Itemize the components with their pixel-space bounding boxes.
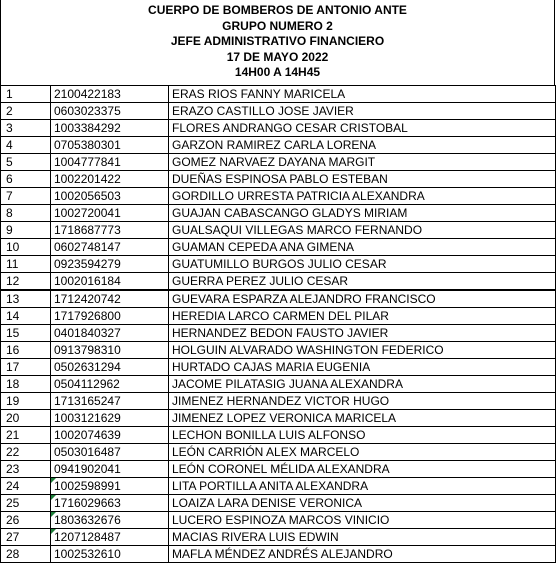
cedula-cell[interactable]	[51, 256, 169, 273]
cedula-cell-text: 0705380301	[54, 138, 121, 152]
cedula-cell[interactable]	[51, 222, 169, 239]
cedula-cell[interactable]	[51, 239, 169, 256]
cedula-cell-text: 0401840327	[54, 326, 121, 340]
cedula-cell-text: 1002532610	[54, 547, 121, 561]
row-number-cell-text: 9	[6, 223, 13, 237]
name-cell-text: GUEVARA ESPARZA ALEJANDRO FRANCISCO	[172, 292, 436, 306]
cedula-cell-text: 1207128487	[54, 530, 121, 544]
table-row	[1, 86, 556, 103]
cedula-cell[interactable]	[51, 342, 169, 359]
name-cell[interactable]	[169, 103, 556, 120]
cedula-cell[interactable]	[51, 546, 169, 563]
row-number-cell[interactable]	[1, 86, 51, 103]
name-cell-text: FLORES ANDRANGO CESAR CRISTOBAL	[172, 121, 408, 135]
cedula-cell-text: 2100422183	[54, 87, 121, 101]
row-number-cell[interactable]	[1, 359, 51, 376]
cedula-cell-text: 1004777841	[54, 155, 121, 169]
name-cell[interactable]	[169, 86, 556, 103]
table-row	[1, 103, 556, 120]
table-row	[1, 427, 556, 444]
name-cell[interactable]	[169, 376, 556, 393]
table-row	[1, 359, 556, 376]
row-number-cell-text: 2	[6, 104, 13, 118]
cedula-cell[interactable]	[51, 529, 169, 546]
name-cell[interactable]	[169, 359, 556, 376]
table-row	[1, 495, 556, 512]
table-row	[1, 342, 556, 359]
cedula-cell-text: 0502631294	[54, 360, 121, 374]
cedula-cell-text: 1803632676	[54, 513, 121, 527]
cedula-cell-text: 1716029663	[54, 496, 121, 510]
table-row	[1, 154, 556, 171]
cedula-cell[interactable]	[51, 205, 169, 222]
cedula-cell-text: 0603023375	[54, 104, 121, 118]
cedula-cell[interactable]	[51, 154, 169, 171]
cedula-cell[interactable]	[51, 308, 169, 325]
name-cell-text: LECHON BONILLA LUIS ALFONSO	[172, 428, 366, 442]
table-row	[1, 444, 556, 461]
cedula-cell-text: 1002056503	[54, 189, 121, 203]
name-cell-text: HERNANDEZ BEDON FAUSTO JAVIER	[172, 326, 389, 340]
row-number-cell[interactable]	[1, 529, 51, 546]
row-number-cell-text: 20	[6, 411, 20, 425]
table-row	[1, 239, 556, 256]
name-cell[interactable]	[169, 256, 556, 273]
name-cell-text: LEÓN CARRIÓN ALEX MARCELO	[172, 445, 360, 459]
row-number-cell-text: 1	[6, 87, 13, 101]
name-cell-text: JACOME PILATASIG JUANA ALEXANDRA	[172, 377, 403, 391]
cedula-cell-text: 1002201422	[54, 172, 121, 186]
number-as-text-warning-icon[interactable]	[51, 512, 56, 517]
header-position: JEFE ADMINISTRATIVO FINANCIERO	[170, 34, 385, 49]
row-number-cell-text: 5	[6, 155, 13, 169]
cedula-cell-text: 0602748147	[54, 240, 121, 254]
cedula-cell-text: 1717926800	[54, 309, 121, 323]
row-number-cell[interactable]	[1, 427, 51, 444]
cedula-cell[interactable]	[51, 137, 169, 154]
name-cell[interactable]	[169, 290, 556, 308]
row-number-cell[interactable]	[1, 188, 51, 205]
name-cell[interactable]	[169, 478, 556, 495]
name-cell-text: GUALSAQUI VILLEGAS MARCO FERNANDO	[172, 223, 423, 237]
cedula-cell[interactable]	[51, 325, 169, 342]
name-cell[interactable]	[169, 427, 556, 444]
name-cell-text: HOLGUIN ALVARADO WASHINGTON FEDERICO	[172, 343, 444, 357]
row-number-cell[interactable]	[1, 290, 51, 308]
name-cell[interactable]	[169, 325, 556, 342]
row-number-cell-text: 13	[6, 292, 20, 306]
name-cell-text: GORDILLO URRESTA PATRICIA ALEXANDRA	[172, 189, 425, 203]
name-cell-text: LITA PORTILLA ANITA ALEXANDRA	[172, 479, 369, 493]
row-number-cell[interactable]	[1, 478, 51, 495]
cedula-cell[interactable]	[51, 495, 169, 512]
row-number-cell[interactable]	[1, 461, 51, 478]
row-number-cell[interactable]	[1, 171, 51, 188]
row-number-cell-text: 21	[6, 428, 20, 442]
name-cell[interactable]	[169, 137, 556, 154]
cedula-cell-text: 0941902041	[54, 462, 121, 476]
name-cell-text: GUATUMILLO BURGOS JULIO CESAR	[172, 257, 387, 271]
number-as-text-warning-icon[interactable]	[51, 478, 56, 483]
name-cell[interactable]	[169, 120, 556, 137]
name-cell-text: DUEÑAS ESPINOSA PABLO ESTEBAN	[172, 172, 388, 186]
table-row	[1, 546, 556, 563]
cedula-cell-text: 1712420742	[54, 292, 121, 306]
name-cell-text: MACIAS RIVERA LUIS EDWIN	[172, 530, 339, 544]
cedula-cell-text: 1002074639	[54, 428, 121, 442]
table-row	[1, 376, 556, 393]
row-number-cell-text: 6	[6, 172, 13, 186]
row-number-cell[interactable]	[1, 444, 51, 461]
name-cell-text: GUAMAN CEPEDA ANA GIMENA	[172, 240, 355, 254]
name-cell-text: JIMENEZ LOPEZ VERONICA MARICELA	[172, 411, 397, 425]
row-number-cell[interactable]	[1, 308, 51, 325]
table-row	[1, 171, 556, 188]
header-time: 14H00 A 14H45	[234, 65, 321, 80]
cedula-cell[interactable]	[51, 120, 169, 137]
cedula-cell[interactable]	[51, 393, 169, 410]
cedula-cell-text: 0913798310	[54, 343, 121, 357]
table-row	[1, 188, 556, 205]
row-number-cell[interactable]	[1, 376, 51, 393]
cedula-cell-text: 1002016184	[54, 274, 121, 288]
name-cell[interactable]	[169, 308, 556, 325]
row-number-cell[interactable]	[1, 393, 51, 410]
row-number-cell-text: 11	[6, 257, 19, 271]
table-row	[1, 137, 556, 154]
row-number-cell-text: 27	[6, 530, 20, 544]
cedula-cell-text: 0503016487	[54, 445, 121, 459]
name-cell-text: GUAJAN CABASCANGO GLADYS MIRIAM	[172, 206, 408, 220]
cedula-cell-text: 1718687773	[54, 223, 121, 237]
cedula-cell[interactable]	[51, 273, 169, 291]
cedula-cell[interactable]	[51, 444, 169, 461]
cedula-cell-text: 1713165247	[54, 394, 121, 408]
table-row	[1, 478, 556, 495]
row-number-cell[interactable]	[1, 154, 51, 171]
row-number-cell-text: 14	[6, 309, 20, 323]
name-cell[interactable]	[169, 393, 556, 410]
cedula-cell[interactable]	[51, 512, 169, 529]
name-cell[interactable]	[169, 512, 556, 529]
number-as-text-warning-icon[interactable]	[51, 529, 56, 534]
name-cell[interactable]	[169, 529, 556, 546]
row-number-cell-text: 26	[6, 513, 20, 527]
cedula-cell[interactable]	[51, 290, 169, 308]
table-row	[1, 461, 556, 478]
cedula-cell[interactable]	[51, 171, 169, 188]
name-cell[interactable]	[169, 461, 556, 478]
name-cell[interactable]	[169, 222, 556, 239]
cedula-cell[interactable]	[51, 461, 169, 478]
row-number-cell[interactable]	[1, 120, 51, 137]
name-cell[interactable]	[169, 188, 556, 205]
cedula-cell-text: 0923594279	[54, 257, 121, 271]
row-number-cell[interactable]	[1, 222, 51, 239]
name-cell[interactable]	[169, 495, 556, 512]
name-cell-text: HEREDIA LARCO CARMEN DEL PILAR	[172, 309, 389, 323]
name-cell[interactable]	[169, 239, 556, 256]
row-number-cell[interactable]	[1, 137, 51, 154]
row-number-cell-text: 19	[6, 394, 20, 408]
name-cell-text: LOAIZA LARA DENISE VERONICA	[172, 496, 363, 510]
table-row	[1, 256, 556, 273]
name-cell-text: JIMENEZ HERNANDEZ VICTOR HUGO	[172, 394, 390, 408]
cedula-cell[interactable]	[51, 410, 169, 427]
name-cell-text: LEÓN CORONEL MÉLIDA ALEXANDRA	[172, 462, 390, 476]
number-as-text-warning-icon[interactable]	[51, 495, 56, 500]
header-institution: CUERPO DE BOMBEROS DE ANTONIO ANTE	[148, 3, 407, 17]
row-number-cell-text: 25	[6, 496, 20, 510]
row-number-cell-text: 15	[6, 326, 20, 340]
name-cell-text: MAFLA MÉNDEZ ANDRÉS ALEJANDRO	[172, 547, 393, 561]
name-cell[interactable]	[169, 171, 556, 188]
name-cell-text: HURTADO CAJAS MARIA EUGENIA	[172, 360, 371, 374]
row-number-cell-text: 10	[6, 240, 20, 254]
table-row	[1, 273, 556, 291]
row-number-cell-text: 22	[6, 445, 20, 459]
cedula-cell[interactable]	[51, 188, 169, 205]
row-number-cell-text: 7	[6, 189, 13, 203]
row-number-cell-text: 8	[6, 206, 13, 220]
name-cell[interactable]	[169, 342, 556, 359]
row-number-cell[interactable]	[1, 410, 51, 427]
cedula-cell-text: 1002598991	[54, 479, 121, 493]
name-cell-text: GARZON RAMIREZ CARLA LORENA	[172, 138, 377, 152]
table-row	[1, 205, 556, 222]
name-cell[interactable]	[169, 154, 556, 171]
row-number-cell[interactable]	[1, 205, 51, 222]
name-cell[interactable]	[169, 205, 556, 222]
row-number-cell[interactable]	[1, 512, 51, 529]
name-cell-text: LUCERO ESPINOZA MARCOS VINICIO	[172, 513, 390, 527]
table-row	[1, 290, 556, 308]
table-row	[1, 393, 556, 410]
cedula-cell-text: 0504112962	[54, 377, 120, 391]
cedula-cell-text: 1003384292	[54, 121, 121, 135]
row-number-cell-text: 16	[6, 343, 20, 357]
name-cell-text: ERAS RIOS FANNY MARICELA	[172, 87, 346, 101]
row-number-cell[interactable]	[1, 325, 51, 342]
row-number-cell[interactable]	[1, 495, 51, 512]
row-number-cell-text: 24	[6, 479, 20, 493]
cedula-cell[interactable]	[51, 376, 169, 393]
cedula-cell[interactable]	[51, 103, 169, 120]
cedula-cell[interactable]	[51, 478, 169, 495]
row-number-cell-text: 3	[6, 121, 13, 135]
table-row	[1, 410, 556, 427]
name-cell[interactable]	[169, 410, 556, 427]
cedula-cell-text: 1002720041	[54, 206, 121, 220]
table-row	[1, 325, 556, 342]
name-cell-text: GUERRA PEREZ JULIO CESAR	[172, 274, 349, 288]
cedula-cell[interactable]	[51, 427, 169, 444]
table-row	[1, 529, 556, 546]
cedula-cell[interactable]	[51, 86, 169, 103]
row-number-cell[interactable]	[1, 256, 51, 273]
name-cell[interactable]	[169, 444, 556, 461]
name-cell-text: ERAZO CASTILLO JOSE JAVIER	[172, 104, 354, 118]
row-number-cell-text: 17	[6, 360, 20, 374]
row-number-cell-text: 4	[6, 138, 13, 152]
row-number-cell[interactable]	[1, 342, 51, 359]
cedula-cell[interactable]	[51, 359, 169, 376]
row-number-cell-text: 12	[6, 274, 20, 288]
row-number-cell-text: 23	[6, 462, 20, 476]
cedula-cell-text: 1003121629	[54, 411, 121, 425]
row-number-cell-text: 28	[6, 547, 20, 561]
row-number-cell[interactable]	[1, 239, 51, 256]
table-row	[1, 308, 556, 325]
header-date: 17 DE MAYO 2022	[226, 49, 329, 64]
row-number-cell[interactable]	[1, 546, 51, 563]
table-row	[1, 222, 556, 239]
sheet-header	[0, 0, 555, 85]
name-cell[interactable]	[169, 546, 556, 563]
row-number-cell[interactable]	[1, 103, 51, 120]
table-row	[1, 512, 556, 529]
header-group: GRUPO NUMERO 2	[222, 18, 333, 33]
table-row	[1, 120, 556, 137]
row-number-cell-text: 18	[6, 377, 20, 391]
roster-table	[0, 85, 556, 563]
row-number-cell[interactable]	[1, 273, 51, 291]
name-cell-text: GOMEZ NARVAEZ DAYANA MARGIT	[172, 155, 376, 169]
name-cell[interactable]	[169, 273, 556, 291]
